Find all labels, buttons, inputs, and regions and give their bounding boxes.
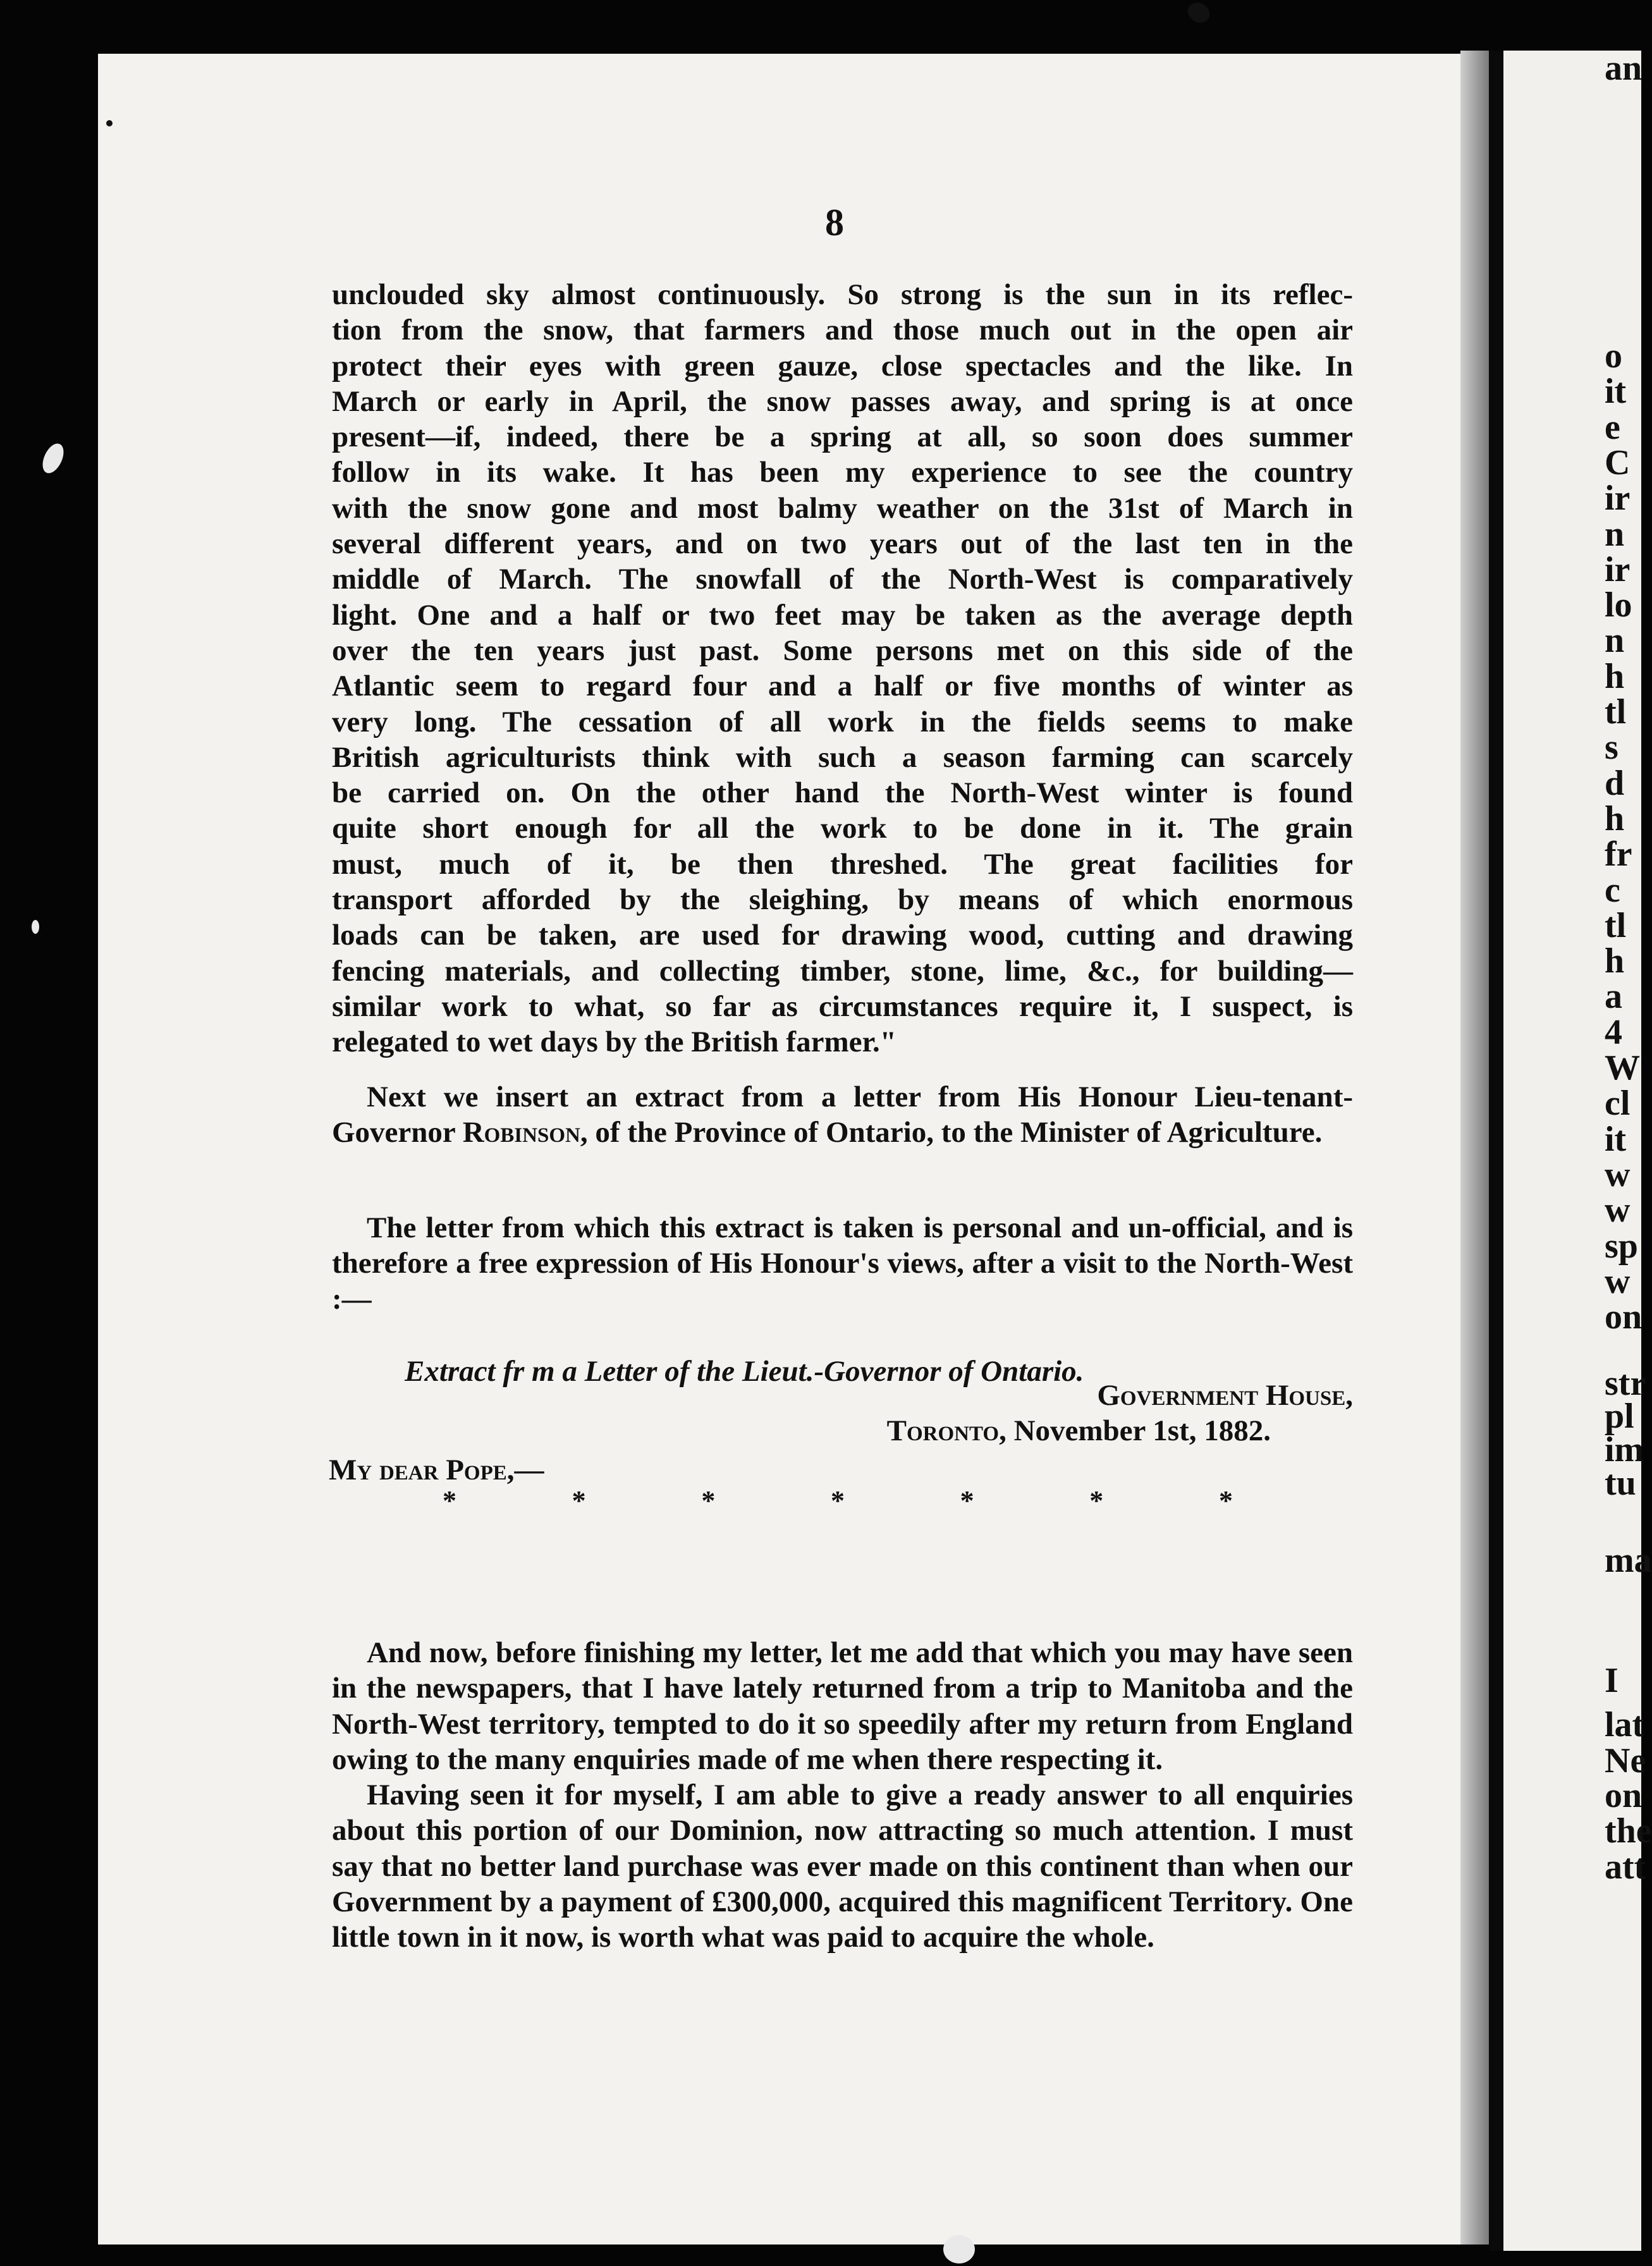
governor-name: Robinson [462,1116,580,1149]
scan-speck [943,2235,975,2263]
facing-page-fragment: w [1605,1261,1631,1301]
scan-speck [106,120,113,126]
facing-page-fragment: s [1605,728,1618,768]
letter-paragraph-1: And now, before finishing my letter, let me add that which you may have seen in the newspapers, that I have lately returned from a trip to Manitoba and the North-West territory, tempted to do it so speedily after my return from England owing to the many enquiries made of me when there respecting it. [332,1636,1353,1776]
star-mark: * [1218,1485,1233,1516]
paragraph-line: protect their eyes with green gauze, close spectacles and the like. In [332,349,1353,383]
star-mark: * [830,1485,845,1516]
star-mark: * [701,1485,716,1516]
paragraph-line: follow in its wake. It has been my experience to see the country [332,456,1353,489]
paragraph-line: Atlantic seem to regard four and a half or five months of winter as [332,670,1353,703]
facing-page-fragment: w [1605,1154,1631,1194]
paragraph-line: over the ten years just past. Some persons met on this side of the [332,634,1353,667]
paragraph-line: be carried on. On the other hand the North-West winter is found [332,776,1353,810]
letter-address [721,1378,1353,1454]
letter-note-text: The letter from which this extract is taken is personal and un-official, and is therefore a free expression of His Honour's views, after a visit to the North-West :— [332,1211,1353,1316]
star-mark: * [960,1485,974,1516]
paragraph-line: relegated to wet days by the British farmer." [332,1026,896,1059]
facing-page-fragment: cl [1605,1084,1631,1124]
facing-page-fragment: fr [1605,835,1632,874]
facing-page-fragment: an [1605,49,1643,88]
facing-page-fragment: tl [1605,905,1627,945]
quoted-paragraph [332,277,1353,1060]
paragraph-line: very long. The cessation of all work in the fields seems to make [332,705,1353,738]
paragraph-line: fencing materials, and collecting timber, stone, lime, &c., for building— [332,954,1353,988]
binding-fold [1490,51,1502,2251]
letter-paragraph-2: Having seen it for myself, I am able to give a ready answer to all enquiries about this portion of our Dominion, now attracting so much attention. I must say that no better land purchase was ever made on this continent than when our Government by a payment of £300,000, acquired this magnificent Territory. One little town in it now, is worth what was paid to acquire the whole. [332,1779,1353,1954]
facing-page-fragment: im [1605,1430,1644,1469]
star-mark: * [443,1485,456,1516]
paragraph-line: present—if, indeed, there be a spring at all, so soon does summer [332,420,1353,454]
paragraph-line: middle of March. The snowfall of the North-West is comparatively [332,563,1353,596]
page-number: 8 [825,202,844,243]
salutation: My dear Pope,— [329,1454,544,1486]
ellipsis-stars [443,1485,1233,1517]
facing-page-fragment: it [1605,1119,1627,1159]
intro-text-start: Next we insert an extract from a letter from His Honour Lieu-tenant-Governor [332,1081,1353,1149]
paragraph-line: unclouded sky almost continuously. So strong is the sun in its reflec- [332,278,1353,311]
paragraph-line: British agriculturists think with such a season farming can scarcely [332,740,1353,774]
facing-page-fragment: att [1605,1847,1646,1887]
facing-page-fragment: it [1605,372,1627,412]
paragraph-line: loads can be taken, are used for drawing wood, cutting and drawing [332,919,1353,952]
facing-page-fragment: tl [1605,692,1627,732]
facing-page-fragment: C [1605,443,1631,482]
star-mark: * [1089,1485,1104,1516]
facing-page-fragment: 4 [1605,1012,1622,1052]
facing-page-edge [1503,49,1652,2251]
facing-page-fragment: on [1605,1297,1643,1337]
extract-heading: Extract fr m a Letter of the Lieut.-Governor of Ontario. [405,1355,1084,1388]
facing-page-fragment: a [1605,977,1622,1017]
facing-page-fragment: ir [1605,479,1631,518]
address-line-2 [639,1414,1271,1448]
facing-page-fragment: pl [1605,1397,1634,1436]
paragraph-line: with the snow gone and most balmy weather on the 31st of March in [332,491,1353,525]
paragraph-line: tion from the snow, that farmers and those much out in the open air [332,314,1353,347]
intro-paragraph [332,1079,1353,1151]
intro-text-end: , of the Province of Ontario, to the Minister of Agriculture. [580,1116,1323,1149]
address-date: November 1st, 1882. [1006,1414,1271,1447]
facing-page-fragment: n [1605,621,1625,661]
letter-body [332,1635,1353,1956]
facing-page-fragment: lo [1605,585,1632,625]
paragraph-line: quite short enough for all the work to be done in it. The grain [332,812,1353,845]
facing-page-fragment: e [1605,407,1620,447]
scan-speck [32,920,39,934]
facing-page-fragment: c [1605,870,1620,910]
facing-page-fragment: tu [1605,1464,1636,1503]
facing-page-fragment: I [1605,1661,1618,1700]
facing-page-fragment: h [1605,799,1625,838]
facing-page-fragment: on [1605,1776,1643,1815]
facing-page-fragment: sp [1605,1226,1638,1266]
facing-page-fragment: h [1605,941,1625,981]
facing-page-fragment: Ne [1605,1741,1646,1780]
paragraph-line: March or early in April, the snow passes away, and spring is at once [332,384,1353,418]
facing-page-fragment: the [1605,1811,1652,1851]
facing-page-fragment: str [1605,1364,1646,1403]
facing-page-fragment: w [1605,1191,1631,1230]
paragraph-line: similar work to what, so far as circumstances require it, I suspect, is [332,989,1353,1023]
scan-speck [39,440,68,476]
facing-page-fragment: h [1605,656,1625,696]
facing-page-fragment: W [1605,1048,1640,1087]
facing-page-fragment: d [1605,763,1625,803]
facing-page-fragment: lat [1605,1705,1644,1744]
address-line-1: Government House, [1097,1379,1353,1412]
paragraph-line: must, much of it, be then threshed. The great facilities for [332,847,1353,881]
facing-page-fragment: n [1605,514,1625,554]
paragraph-line: light. One and a half or two feet may be taken as the average depth [332,598,1353,632]
facing-page-fragment: o [1605,336,1622,376]
facing-page-fragment: ma [1605,1541,1652,1580]
paragraph-line: several different years, and on two years out of the last ten in the [332,527,1353,561]
paragraph-line: transport afforded by the sleighing, by means of which enormous [332,883,1353,917]
address-city: Toronto, [886,1414,1006,1447]
facing-page-fragment: ir [1605,549,1631,589]
scan-speck [1184,0,1213,27]
letter-note-paragraph [332,1210,1353,1317]
page-gutter-shadow [1460,51,1489,2245]
star-mark: * [572,1485,586,1516]
